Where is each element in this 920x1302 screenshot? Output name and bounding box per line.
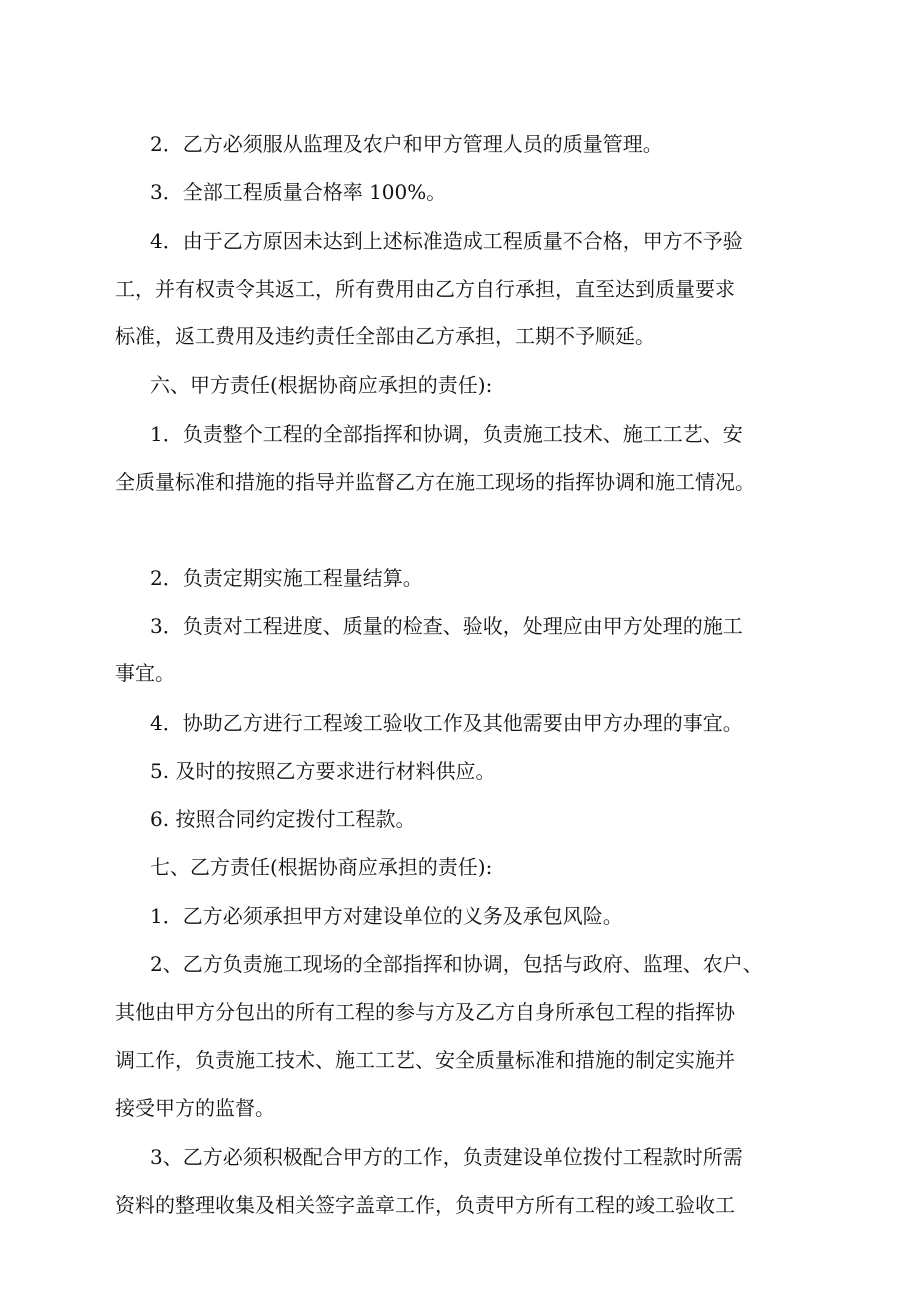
- text-line: 3．全部工程质量合格率 100%。: [150, 180, 447, 204]
- text-line: 1．乙方必须承担甲方对建设单位的义务及承包风险。: [150, 904, 623, 928]
- text-line: 2、乙方负责施工现场的全部指挥和协调，包括与政府、监理、农户、: [150, 952, 763, 976]
- text-line: 5. 及时的按照乙方要求进行材料供应。: [150, 759, 496, 783]
- text-line: 3．负责对工程进度、质量的检查、验收，处理应由甲方处理的施工: [150, 614, 743, 638]
- text-line: 事宜。: [115, 661, 175, 685]
- text-line: 4．协助乙方进行工程竣工验收工作及其他需要由甲方办理的事宜。: [150, 711, 743, 735]
- text-line: 4．由于乙方原因未达到上述标准造成工程质量不合格，甲方不予验: [150, 229, 743, 253]
- text-line: 资料的整理收集及相关签字盖章工作，负责甲方所有工程的竣工验收工: [115, 1193, 735, 1217]
- text-line: 3、乙方必须积极配合甲方的工作，负责建设单位拨付工程款时所需: [150, 1145, 743, 1169]
- text-line: 2．乙方必须服从监理及农户和甲方管理人员的质量管理。: [150, 132, 663, 156]
- text-line: 2．负责定期实施工程量结算。: [150, 566, 423, 590]
- section-heading: 七、乙方责任(根据协商应承担的责任):: [150, 855, 493, 879]
- text-line: 接受甲方的监督。: [115, 1096, 275, 1120]
- text-line: 6. 按照合同约定拨付工程款。: [150, 807, 416, 831]
- text-line: 工，并有权责令其返工，所有费用由乙方自行承担，直至达到质量要求: [115, 277, 735, 301]
- text-line: 全质量标准和措施的指导并监督乙方在施工现场的指挥协调和施工情况。: [115, 470, 755, 494]
- text-line: 其他由甲方分包出的所有工程的参与方及乙方自身所承包工程的指挥协: [115, 1000, 735, 1024]
- section-heading: 六、甲方责任(根据协商应承担的责任):: [150, 373, 493, 397]
- text-line: 标准，返工费用及违约责任全部由乙方承担，工期不予顺延。: [115, 324, 655, 348]
- text-line: 调工作，负责施工技术、施工工艺、安全质量标准和措施的制定实施并: [115, 1048, 735, 1072]
- text-line: 1．负责整个工程的全部指挥和协调，负责施工技术、施工工艺、安: [150, 422, 743, 446]
